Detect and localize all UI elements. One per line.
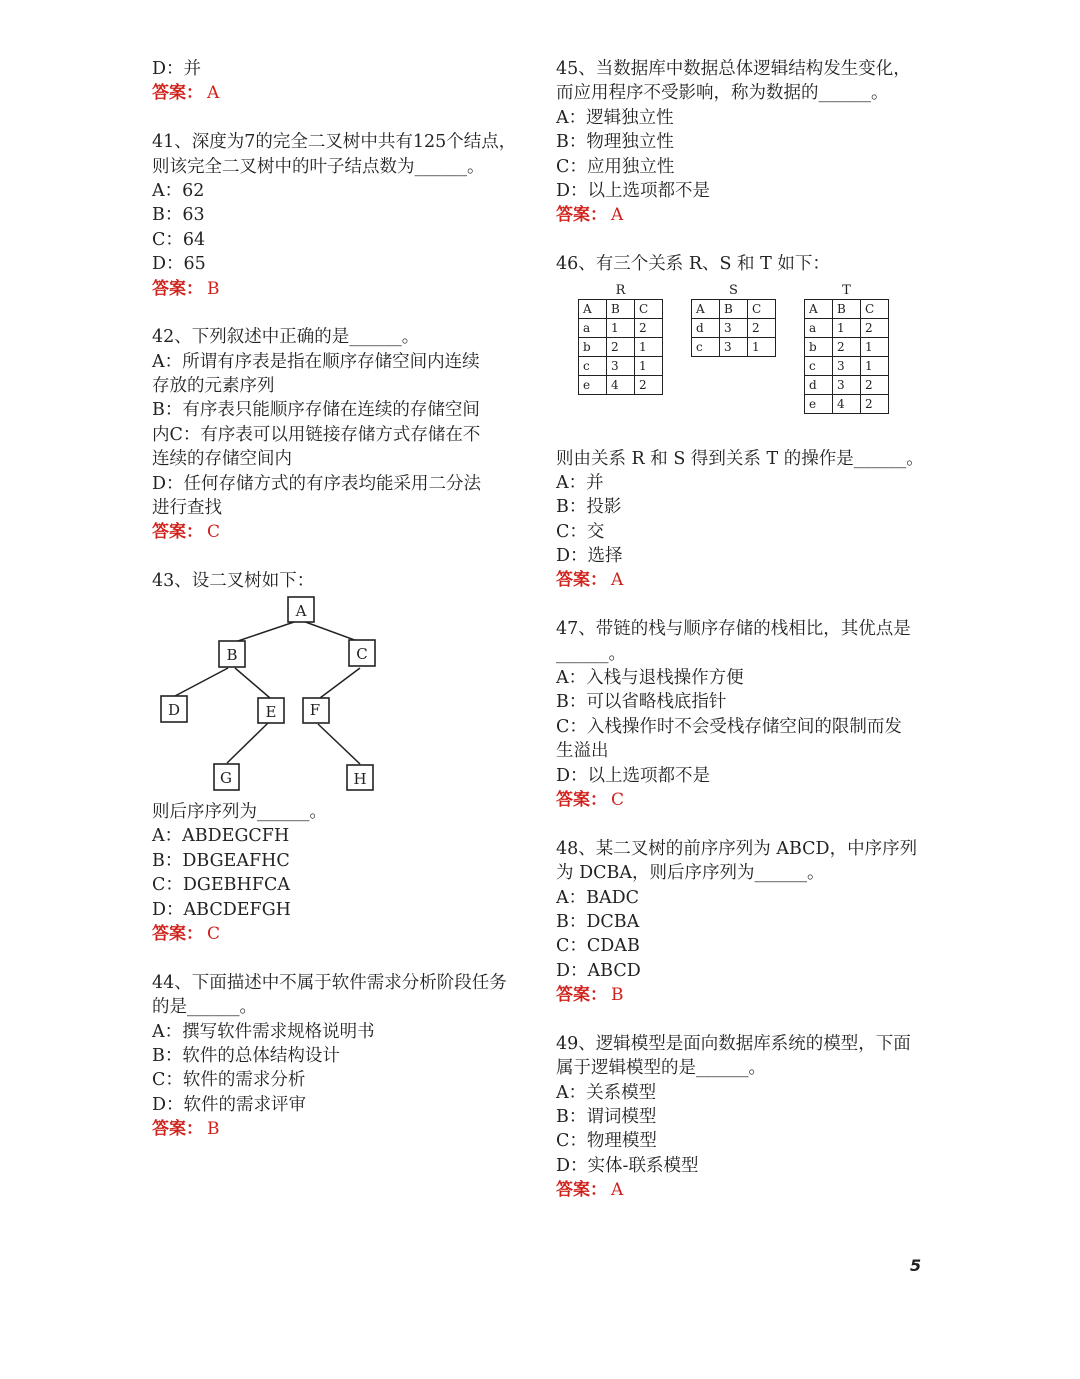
question-line: ______。 — [556, 643, 626, 664]
tree-edge — [300, 620, 360, 642]
question-line: 43、设二叉树如下： — [152, 571, 315, 592]
relation-table — [578, 299, 663, 395]
table-cell: 1 — [635, 356, 663, 375]
question-line: A：入栈与退栈操作方便 — [556, 668, 744, 689]
table-cell: 1 — [861, 356, 889, 375]
right-column — [556, 57, 934, 1227]
question-line: 则由关系 R 和 S 得到关系 T 的操作是______。 — [556, 448, 924, 469]
table-cell: 2 — [748, 318, 776, 337]
table-cell: 2 — [861, 375, 889, 394]
table-cell: 1 — [861, 337, 889, 356]
table-cell: 2 — [861, 394, 889, 413]
question-line: 为 DCBA，则后序序列为______。 — [556, 863, 825, 884]
question-line: C：软件的需求分析 — [152, 1070, 306, 1091]
question-line: D：ABCDEFGH — [152, 899, 291, 920]
table-cell: 3 — [720, 318, 748, 337]
answer-value: C — [611, 789, 625, 810]
question-line: D：以上选项都不是 — [556, 180, 711, 201]
table-row — [805, 375, 889, 394]
answer-label: 答案： — [556, 1180, 607, 1201]
question-line: B：有序表只能顺序存储在连续的存储空间 — [152, 400, 480, 421]
question-line: 而应用程序不受影响，称为数据的______。 — [556, 83, 889, 104]
question-line: C：物理模型 — [556, 1131, 657, 1152]
table-cell: b — [805, 337, 833, 356]
table-cell: b — [579, 337, 607, 356]
answer-line — [556, 568, 934, 592]
table-cell: 2 — [607, 337, 635, 356]
relation-table — [804, 299, 889, 414]
tree-node-b: B — [226, 645, 238, 664]
table-cell: 1 — [833, 318, 861, 337]
question-line: C：CDAB — [556, 936, 640, 957]
question-line: B：可以省略栈底指针 — [556, 692, 727, 713]
question-line: C：入栈操作时不会受栈存储空间的限制而发 — [556, 716, 902, 737]
answer-value: B — [207, 278, 220, 299]
table-cell: B — [607, 299, 635, 318]
table-cell: 2 — [861, 318, 889, 337]
binary-tree-diagram — [150, 590, 390, 795]
table-cell: e — [579, 375, 607, 394]
question-line: 属于逻辑模型的是______。 — [556, 1058, 766, 1079]
table-cell: 1 — [635, 337, 663, 356]
relation-table — [691, 299, 776, 357]
question-line: B：物理独立性 — [556, 132, 674, 153]
question-line: B：63 — [152, 205, 205, 226]
question-line: A：ABDEGCFH — [152, 826, 290, 847]
question-block — [556, 252, 934, 593]
question-block — [152, 130, 524, 301]
table-cell: C — [635, 299, 663, 318]
table-cell: 3 — [720, 337, 748, 356]
table-cell: d — [692, 318, 720, 337]
table-cell: a — [579, 318, 607, 337]
question-line: 进行查找 — [152, 498, 222, 519]
question-line: D：65 — [152, 254, 206, 275]
answer-value: C — [207, 522, 221, 543]
relation-t — [804, 283, 889, 429]
table-cell: 3 — [833, 375, 861, 394]
tree-node-e: E — [265, 702, 277, 721]
question-line: C：交 — [556, 521, 605, 542]
question-line: 内C：有序表可以用链接存储方式存储在不 — [152, 424, 481, 445]
question-line: 的是______。 — [152, 997, 257, 1018]
answer-label: 答案： — [556, 789, 607, 810]
question-line: 41、深度为7的完全二叉树中共有125个结点， — [152, 132, 517, 153]
table-row — [805, 337, 889, 356]
question-line: 42、下列叙述中正确的是______。 — [152, 327, 420, 348]
question-line: D：并 — [152, 59, 202, 79]
question-line: C：应用独立性 — [556, 156, 675, 177]
table-row — [805, 318, 889, 337]
table-row — [692, 318, 776, 337]
question-block — [556, 617, 934, 812]
question-line: 45、当数据库中数据总体逻辑结构发生变化， — [556, 59, 911, 79]
answer-label: 答案： — [556, 205, 607, 226]
answer-line — [152, 922, 524, 946]
table-cell: a — [805, 318, 833, 337]
answer-value: B — [611, 985, 624, 1006]
table-cell: A — [579, 299, 607, 318]
relation-name: S — [729, 282, 738, 298]
question-line: B：投影 — [556, 497, 622, 518]
table-cell: 1 — [748, 337, 776, 356]
table-cell: A — [805, 299, 833, 318]
answer-line — [556, 983, 934, 1007]
question-line: 46、有三个关系 R、S 和 T 如下： — [556, 254, 830, 275]
table-cell: 2 — [635, 318, 663, 337]
table-row — [579, 375, 663, 394]
tree-node-c: C — [356, 644, 368, 663]
relation-tables — [578, 283, 934, 429]
question-block — [152, 971, 524, 1142]
tree-edge — [235, 668, 270, 698]
question-line: B：DBGEAFHC — [152, 850, 290, 871]
question-line: D：ABCD — [556, 960, 641, 981]
table-row — [579, 318, 663, 337]
question-block — [152, 325, 524, 545]
table-row — [805, 356, 889, 375]
answer-value: A — [611, 205, 624, 226]
table-row — [579, 299, 663, 318]
question-line: A：逻辑独立性 — [556, 107, 674, 128]
question-line: 生溢出 — [556, 741, 609, 762]
question-line: C：DGEBHFCA — [152, 875, 290, 896]
relation-s — [691, 283, 776, 429]
answer-value: A — [207, 83, 220, 104]
answer-label: 答案： — [152, 1119, 203, 1140]
question-line: D：软件的需求评审 — [152, 1094, 307, 1115]
table-cell: B — [720, 299, 748, 318]
table-row — [692, 337, 776, 356]
answer-label: 答案： — [152, 83, 203, 104]
question-line: 存放的元素序列 — [152, 376, 275, 397]
table-cell: B — [833, 299, 861, 318]
tree-edge — [227, 723, 268, 763]
answer-value: C — [207, 923, 221, 944]
question-line: B：DCBA — [556, 911, 640, 932]
table-cell: c — [579, 356, 607, 375]
table-cell: 4 — [833, 394, 861, 413]
answer-line — [152, 81, 524, 105]
question-line: 49、逻辑模型是面向数据库系统的模型，下面 — [556, 1033, 911, 1054]
question-line: A：62 — [152, 180, 205, 201]
table-cell: 3 — [833, 356, 861, 375]
tree-edge — [175, 668, 228, 696]
table-row — [805, 299, 889, 318]
tree-node-f: F — [309, 700, 321, 719]
table-cell: A — [692, 299, 720, 318]
table-cell: C — [748, 299, 776, 318]
tree-node-d: D — [167, 700, 181, 719]
question-line: 44、下面描述中不属于软件需求分析阶段任务 — [152, 972, 507, 993]
question-line: C：64 — [152, 229, 206, 250]
table-cell: d — [805, 375, 833, 394]
question-block — [556, 57, 934, 228]
table-cell: 4 — [607, 375, 635, 394]
table-cell: 2 — [833, 337, 861, 356]
table-cell: c — [692, 337, 720, 356]
tree-edge — [235, 620, 300, 642]
tree-node-a: A — [295, 601, 307, 620]
question-line: A：BADC — [556, 887, 640, 908]
question-line: A：撰写软件需求规格说明书 — [152, 1021, 375, 1042]
table-cell: 2 — [635, 375, 663, 394]
relation-r — [578, 283, 663, 429]
relation-name: T — [842, 282, 851, 298]
question-line: D：实体-联系模型 — [556, 1155, 699, 1176]
question-line: D：选择 — [556, 546, 623, 567]
question-block — [152, 569, 524, 946]
relation-name: R — [615, 282, 626, 298]
table-row — [579, 337, 663, 356]
question-line: 连续的存储空间内 — [152, 449, 292, 470]
question-line: 48、某二叉树的前序序列为 ABCD，中序序列 — [556, 838, 918, 859]
answer-label: 答案： — [152, 522, 203, 543]
question-line: B：软件的总体结构设计 — [152, 1045, 340, 1066]
table-row — [579, 356, 663, 375]
tree-edge — [320, 668, 360, 698]
answer-label: 答案： — [556, 985, 607, 1006]
question-line: A：关系模型 — [556, 1082, 657, 1103]
table-cell: 3 — [607, 356, 635, 375]
question-line: B：谓词模型 — [556, 1107, 657, 1128]
answer-line — [556, 1178, 934, 1202]
left-column — [152, 57, 524, 1166]
table-cell: e — [805, 394, 833, 413]
question-block — [152, 57, 524, 106]
tree-edge — [318, 724, 360, 764]
table-cell: c — [805, 356, 833, 375]
answer-label: 答案： — [152, 278, 203, 299]
answer-label: 答案： — [152, 923, 203, 944]
table-cell: C — [861, 299, 889, 318]
answer-line — [152, 1117, 524, 1141]
answer-value: B — [207, 1119, 220, 1140]
answer-line — [556, 203, 934, 227]
table-row — [805, 394, 889, 413]
question-line: 则该完全二叉树中的叶子结点数为______。 — [152, 156, 485, 177]
answer-line — [152, 277, 524, 301]
question-line: A：并 — [556, 472, 604, 493]
question-block — [556, 837, 934, 1008]
question-line: D：以上选项都不是 — [556, 765, 711, 786]
question-line: D：任何存储方式的有序表均能采用二分法 — [152, 473, 482, 494]
question-block — [556, 1032, 934, 1203]
question-line: A：所谓有序表是指在顺序存储空间内连续 — [152, 351, 480, 372]
question-line: 则后序序列为______。 — [152, 802, 327, 822]
answer-line — [152, 520, 524, 544]
table-row — [692, 299, 776, 318]
tree-node-h: H — [353, 769, 367, 788]
question-line: 47、带链的栈与顺序存储的栈相比，其优点是 — [556, 619, 911, 640]
answer-value: A — [611, 1180, 624, 1201]
page-number: 5 — [910, 1256, 922, 1275]
table-cell: 1 — [607, 318, 635, 337]
answer-label: 答案： — [556, 570, 607, 591]
tree-node-g: G — [220, 768, 232, 787]
answer-value: A — [611, 570, 624, 591]
answer-line — [556, 788, 934, 812]
